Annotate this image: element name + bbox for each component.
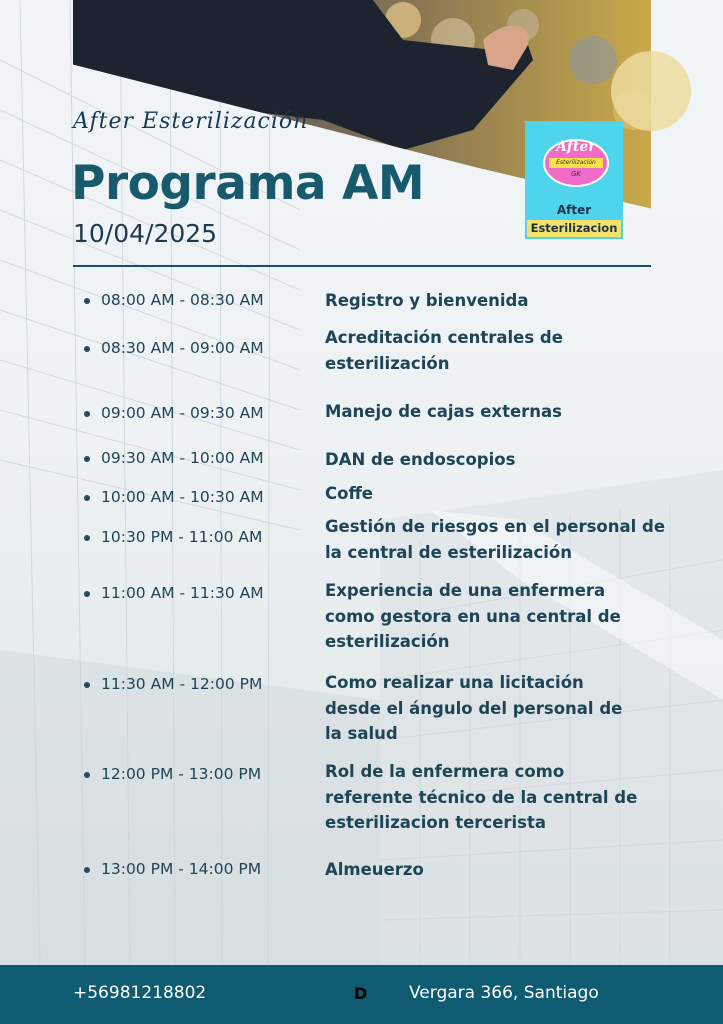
schedule-topic: Coffe xyxy=(325,484,374,503)
bullet-icon xyxy=(84,772,90,778)
schedule-time: 11:00 AM - 11:30 AM xyxy=(101,584,264,602)
bullet-icon xyxy=(84,456,90,462)
schedule-time: 10:00 AM - 10:30 AM xyxy=(101,488,264,506)
logo-badge-sub: GK xyxy=(570,170,581,178)
bullet-icon xyxy=(84,411,90,417)
schedule-time: 13:00 PM - 14:00 PM xyxy=(101,860,262,878)
schedule-time: 08:30 AM - 09:00 AM xyxy=(101,339,264,357)
logo-badge-ribbon: Esterilización xyxy=(549,158,603,168)
schedule-topic: Manejo de cajas externas xyxy=(325,402,562,421)
schedule-topic: DAN de endoscopios xyxy=(325,450,516,469)
footer-phone: +56981218802 xyxy=(73,983,207,1003)
bullet-icon xyxy=(84,591,90,597)
logo-badge xyxy=(543,139,609,187)
schedule-topic: Almeuerzo xyxy=(325,860,424,879)
divider xyxy=(73,265,651,267)
bullet-icon xyxy=(84,682,90,688)
logo-badge-word: After xyxy=(556,139,596,155)
decorative-circle xyxy=(611,51,691,131)
schedule-time: 09:00 AM - 09:30 AM xyxy=(101,404,264,422)
event-logo xyxy=(525,121,623,239)
event-date: 10/04/2025 xyxy=(73,219,218,248)
logo-line-2: Esterilizacion xyxy=(527,220,621,237)
script-title: After Esterilización xyxy=(73,109,309,134)
schedule-topic: Gestión de riesgos en el personal de la central de esterilización xyxy=(325,517,666,562)
footer-logo-mark: D xyxy=(354,984,368,1003)
schedule-time: 09:30 AM - 10:00 AM xyxy=(101,449,264,467)
bullet-icon xyxy=(84,495,90,501)
schedule-topic: Como realizar una licitación desde el ángulo del personal de la salud xyxy=(325,673,623,743)
bullet-icon xyxy=(84,867,90,873)
schedule-time: 12:00 PM - 13:00 PM xyxy=(101,765,262,783)
schedule-topic: Experiencia de una enfermera como gestora en una central de esterilización xyxy=(325,581,621,651)
footer-bar xyxy=(0,965,723,1024)
footer-address: Vergara 366, Santiago xyxy=(409,983,599,1003)
schedule-topic: Registro y bienvenida xyxy=(325,291,529,310)
schedule-time: 10:30 PM - 11:00 AM xyxy=(101,528,263,546)
schedule-time: 11:30 AM - 12:00 PM xyxy=(101,675,263,693)
schedule-topic: Rol de la enfermera como referente técnico de la central de esterilizacion tercerista xyxy=(325,762,638,832)
bullet-icon xyxy=(84,535,90,541)
bullet-icon xyxy=(84,346,90,352)
page-title: Programa AM xyxy=(71,156,425,211)
logo-line-1: After xyxy=(556,203,592,217)
schedule-topic: Acreditación centrales de esterilización xyxy=(325,328,563,373)
schedule-time: 08:00 AM - 08:30 AM xyxy=(101,291,264,309)
bullet-icon xyxy=(84,298,90,304)
